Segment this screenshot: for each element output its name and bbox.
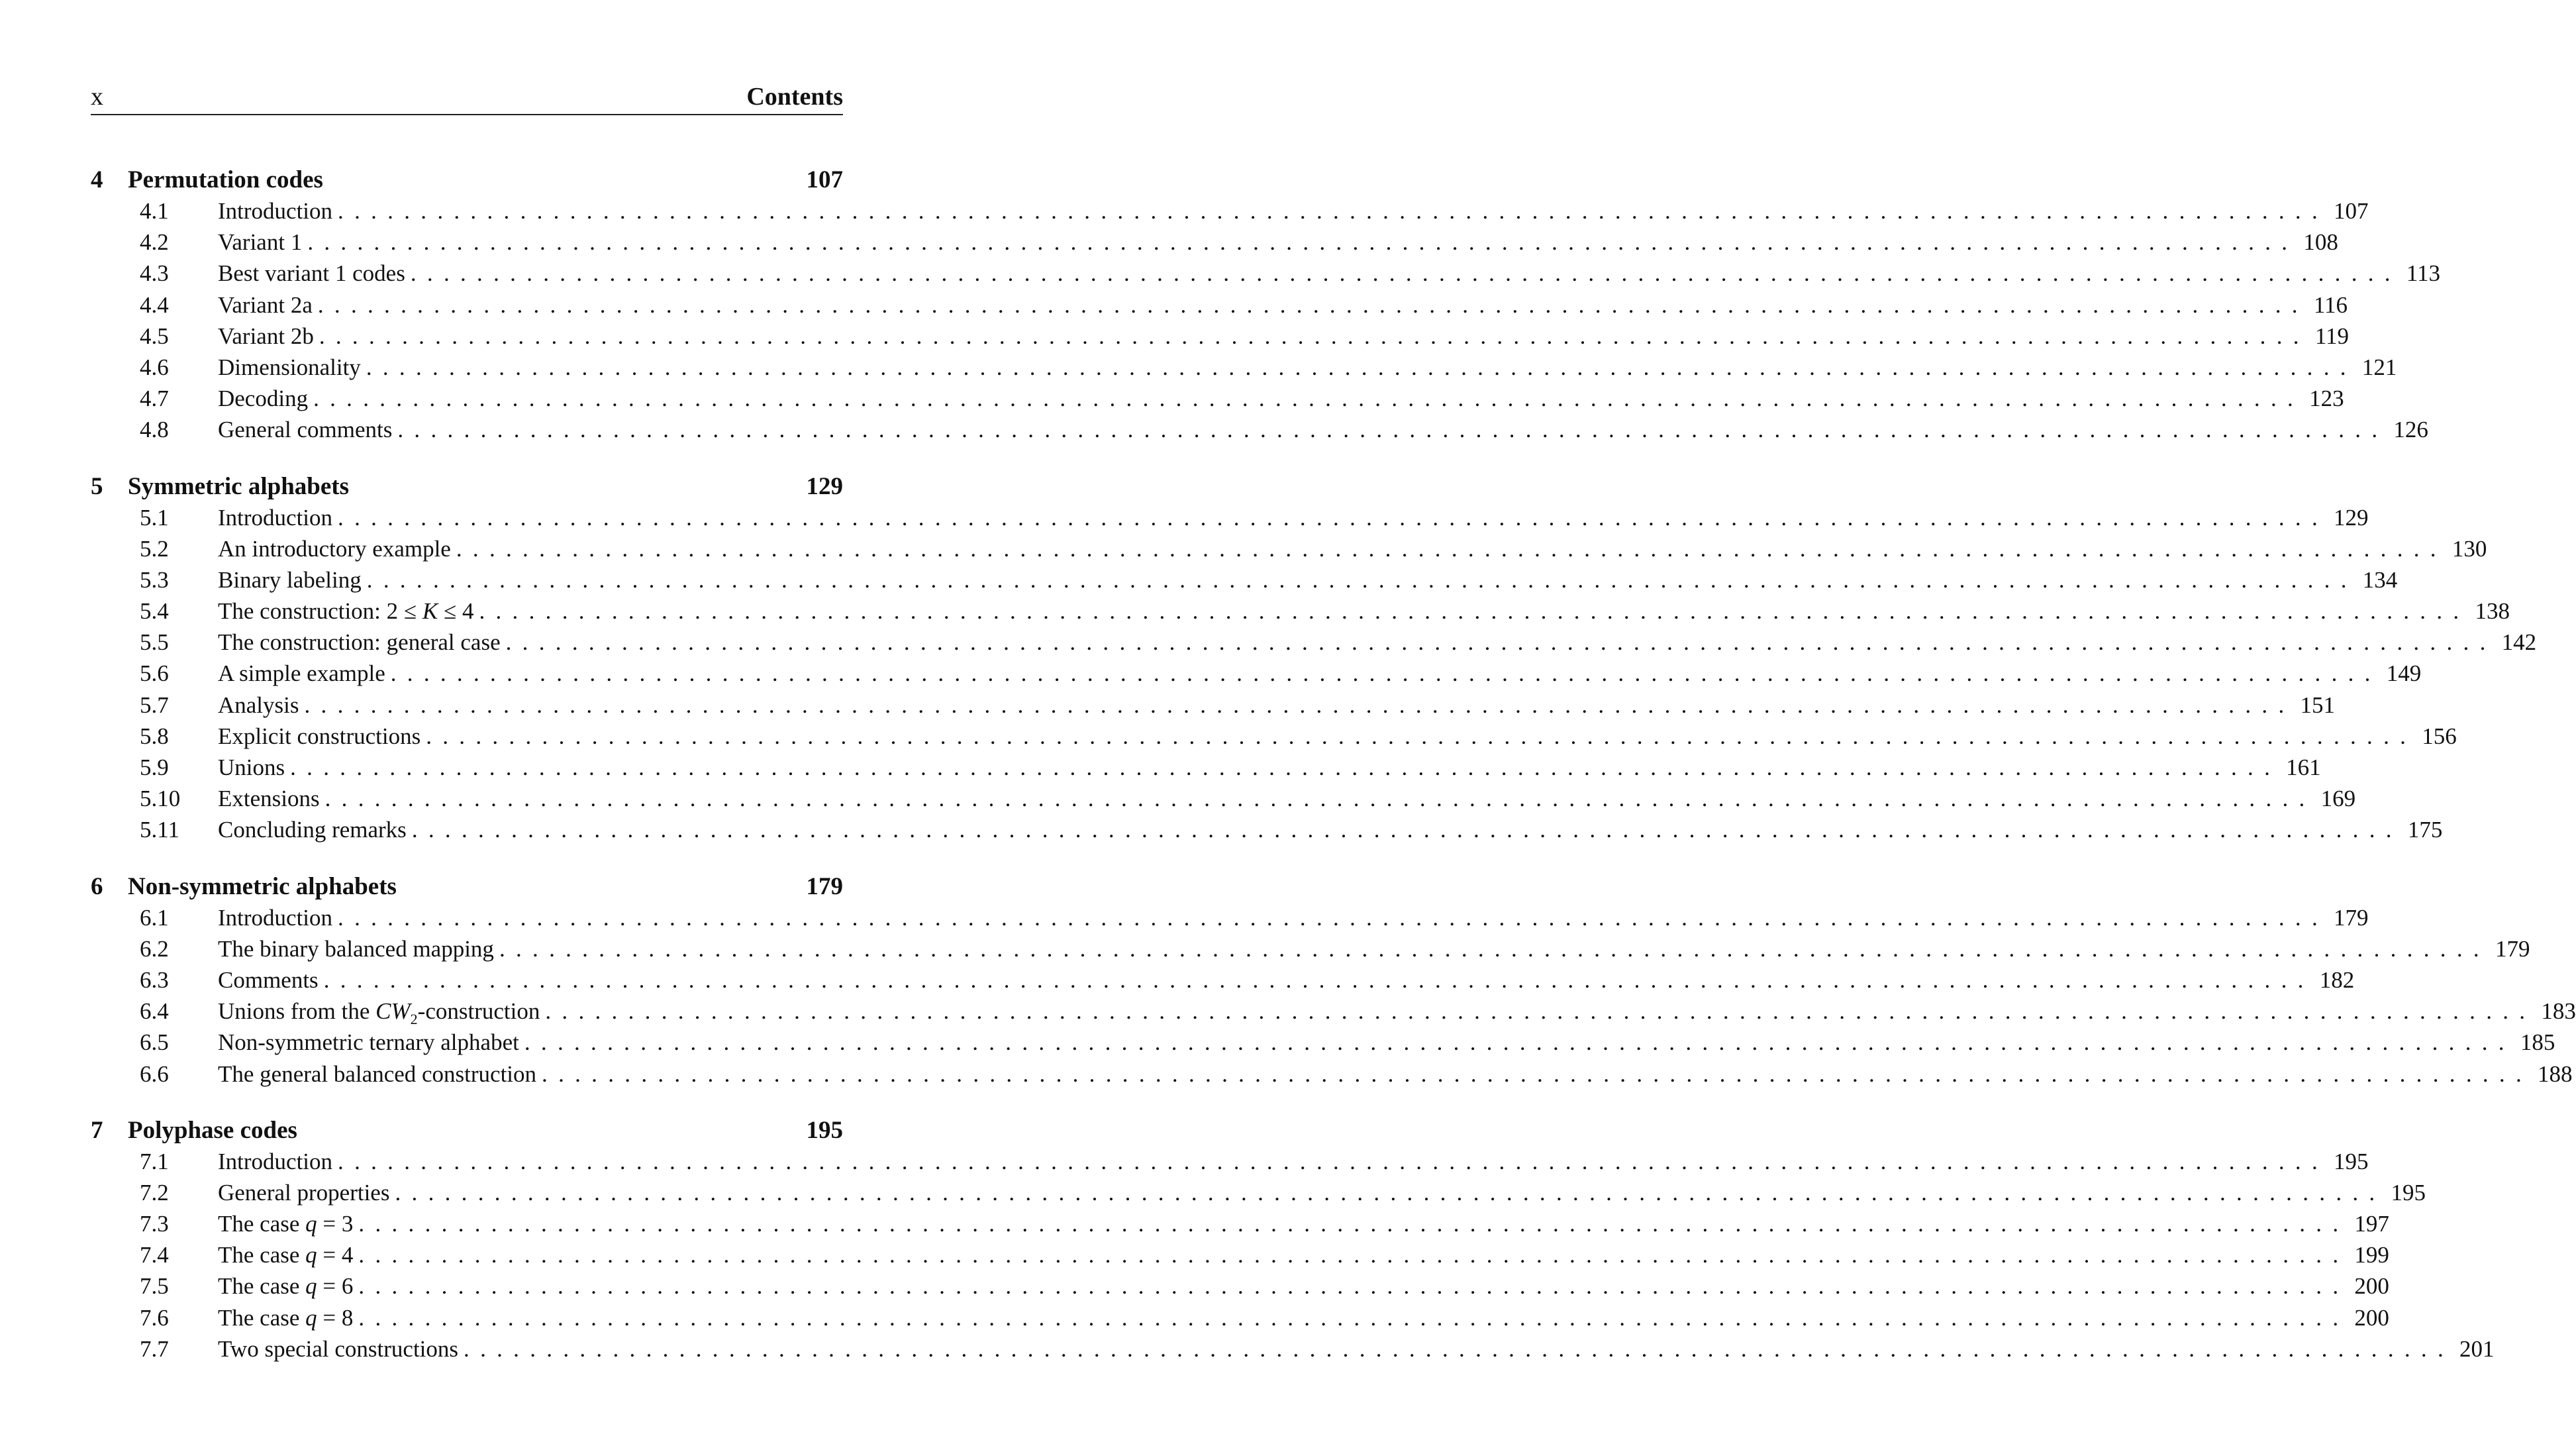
section-page: 149 — [2386, 660, 2422, 687]
dot-leader: ........................................................................................................................ — [313, 386, 2304, 412]
chapter-heading[interactable] — [91, 164, 843, 195]
section-number: 7.4 — [140, 1242, 169, 1268]
toc-entry[interactable] — [91, 783, 2356, 814]
dot-leader: ........................................................................................................................ — [319, 323, 2310, 349]
section-title: Unions from the $CW_2$-construction — [218, 998, 540, 1028]
dot-leader: ........................................................................................................................ — [338, 504, 2329, 531]
dot-leader: ........................................................................................................................ — [410, 260, 2401, 287]
section-number: 5.9 — [140, 754, 169, 780]
dot-leader: ........................................................................................................................ — [358, 1273, 2350, 1300]
chapter-heading[interactable] — [91, 871, 843, 902]
section-page: 123 — [2309, 386, 2344, 412]
section-title: Variant 2b — [218, 323, 314, 349]
section-title: Concluding remarks — [218, 817, 407, 843]
section-number: 5.7 — [140, 692, 169, 718]
section-title: Variant 1 — [218, 229, 303, 256]
section-number: 4.2 — [140, 229, 169, 256]
section-title: Variant 2a — [218, 291, 313, 318]
toc-entry[interactable] — [91, 258, 2441, 289]
toc-entry[interactable] — [91, 195, 2369, 227]
chapter-7 — [91, 1115, 2495, 1365]
running-title: Contents — [746, 83, 843, 111]
section-number: 7.3 — [140, 1211, 169, 1237]
section-page: 121 — [2361, 354, 2397, 380]
toc-entry[interactable] — [91, 1239, 2389, 1270]
section-page: 107 — [2334, 198, 2369, 224]
toc-entry[interactable] — [91, 1270, 2389, 1302]
section-title: Analysis — [218, 692, 299, 718]
section-page: 116 — [2313, 291, 2348, 318]
section-title: The construction: 2 ≤ K ≤ 4 — [218, 598, 474, 625]
chapter-number: 5 — [91, 472, 103, 500]
toc-entry[interactable] — [91, 752, 2321, 783]
section-title: Unions — [218, 754, 285, 780]
toc-entry[interactable] — [91, 321, 2350, 352]
section-number: 6.6 — [140, 1060, 169, 1087]
section-page: 130 — [2452, 535, 2487, 562]
toc-entry[interactable] — [91, 1058, 2573, 1090]
dot-leader: ........................................................................................................................ — [317, 291, 2308, 318]
toc-entry[interactable] — [91, 814, 2443, 845]
toc-entry[interactable] — [91, 1027, 2555, 1058]
chapter-title: Permutation codes — [128, 166, 323, 193]
section-page: 197 — [2354, 1211, 2389, 1237]
chapter-number: 7 — [91, 1116, 103, 1144]
chapter-4 — [91, 164, 2441, 446]
toc-entry[interactable] — [91, 658, 2422, 689]
chapter-page: 107 — [806, 166, 843, 193]
dot-leader: ........................................................................................................................ — [358, 1242, 2350, 1268]
dot-leader: ........................................................................................................................ — [499, 935, 2490, 962]
section-title: Extensions — [218, 786, 320, 812]
section-title: General properties — [218, 1179, 390, 1206]
toc-entry[interactable] — [91, 595, 2510, 627]
section-title: Binary labeling — [218, 566, 362, 593]
dot-leader: ........................................................................................................................ — [390, 660, 2381, 687]
section-number: 4.7 — [140, 386, 169, 412]
section-number: 4.3 — [140, 260, 169, 287]
toc-entry[interactable] — [91, 502, 2369, 533]
section-title: Introduction — [218, 504, 333, 531]
toc-entry[interactable] — [91, 383, 2344, 414]
section-page: 179 — [2334, 904, 2369, 931]
dot-leader: ........................................................................................................................ — [505, 629, 2497, 656]
dot-leader: ........................................................................................................................ — [464, 1335, 2455, 1362]
dot-leader: ........................................................................................................................ — [545, 998, 2536, 1025]
dot-leader: ........................................................................................................................ — [426, 723, 2417, 749]
chapter-page: 129 — [806, 472, 843, 500]
section-page: 201 — [2459, 1335, 2495, 1362]
section-number: 4.1 — [140, 198, 169, 224]
section-number: 7.5 — [140, 1273, 169, 1300]
dot-leader: ........................................................................................................................ — [338, 1148, 2329, 1174]
section-page: 200 — [2354, 1304, 2389, 1331]
section-number: 7.6 — [140, 1304, 169, 1331]
section-page: 182 — [2319, 966, 2355, 993]
toc-entry[interactable] — [91, 533, 2487, 564]
dot-leader: ........................................................................................................................ — [338, 904, 2329, 931]
chapter-title: Symmetric alphabets — [128, 472, 349, 500]
dot-leader: ........................................................................................................................ — [542, 1060, 2533, 1087]
section-number: 5.6 — [140, 660, 169, 687]
dot-leader: ........................................................................................................................ — [524, 1029, 2515, 1056]
section-title: Two special constructions — [218, 1335, 459, 1362]
section-page: 142 — [2501, 629, 2537, 656]
section-number: 6.3 — [140, 966, 169, 993]
toc-entry[interactable] — [91, 627, 2537, 658]
chapter-heading[interactable] — [91, 1115, 843, 1146]
section-number: 4.8 — [140, 417, 169, 443]
chapter-5 — [91, 471, 2537, 846]
section-number: 5.8 — [140, 723, 169, 749]
section-title: The general balanced construction — [218, 1060, 537, 1087]
section-page: 183 — [2541, 998, 2576, 1025]
page-numeral: x — [91, 83, 103, 111]
chapter-number: 4 — [91, 166, 103, 193]
toc-entry[interactable] — [91, 1177, 2426, 1208]
dot-leader: ........................................................................................................................ — [366, 566, 2357, 593]
section-number: 7.1 — [140, 1148, 169, 1174]
section-number: 6.5 — [140, 1029, 169, 1056]
section-number: 5.11 — [140, 817, 179, 843]
chapter-title: Polyphase codes — [128, 1116, 297, 1144]
toc-entry[interactable] — [91, 227, 2338, 258]
toc-entry[interactable] — [91, 1333, 2495, 1365]
section-title: General comments — [218, 417, 393, 443]
dot-leader: ........................................................................................................................ — [395, 1179, 2386, 1206]
dot-leader: ........................................................................................................................ — [338, 198, 2329, 224]
dot-leader: ........................................................................................................................ — [324, 786, 2316, 812]
section-page: 199 — [2354, 1242, 2389, 1268]
dot-leader: ........................................................................................................................ — [411, 817, 2403, 843]
chapter-page: 179 — [806, 872, 843, 900]
section-page: 134 — [2362, 566, 2398, 593]
toc-entry[interactable] — [91, 902, 2369, 933]
section-page: 138 — [2475, 598, 2510, 625]
section-page: 126 — [2393, 417, 2428, 443]
chapter-title: Non-symmetric alphabets — [128, 872, 397, 900]
section-number: 4.4 — [140, 291, 169, 318]
section-number: 6.2 — [140, 935, 169, 962]
section-title: The case q = 3 — [218, 1211, 354, 1237]
section-title: Introduction — [218, 1148, 333, 1174]
section-title: The case q = 4 — [218, 1242, 354, 1268]
section-page: 119 — [2314, 323, 2350, 349]
section-page: 169 — [2320, 786, 2356, 812]
toc-entry[interactable] — [91, 933, 2530, 964]
dot-leader: ........................................................................................................................ — [397, 417, 2389, 443]
dot-leader: ........................................................................................................................ — [358, 1211, 2350, 1237]
chapter-heading[interactable] — [91, 471, 843, 502]
toc-entry[interactable] — [91, 564, 2398, 595]
dot-leader: ........................................................................................................................ — [456, 535, 2447, 562]
dot-leader: ........................................................................................................................ — [290, 754, 2281, 780]
section-title: The case q = 6 — [218, 1273, 354, 1300]
section-title: The construction: general case — [218, 629, 501, 656]
section-title: Best variant 1 codes — [218, 260, 405, 287]
toc-entry[interactable] — [91, 996, 2576, 1028]
section-title: Explicit constructions — [218, 723, 421, 749]
section-page: 156 — [2422, 723, 2457, 749]
chapter-number: 6 — [91, 872, 103, 900]
section-title: A simple example — [218, 660, 385, 687]
running-head — [91, 81, 843, 115]
toc-entry[interactable] — [91, 414, 2428, 445]
section-number: 5.4 — [140, 598, 169, 625]
section-page: 161 — [2286, 754, 2321, 780]
section-number: 7.2 — [140, 1179, 169, 1206]
dot-leader: ........................................................................................................................ — [366, 354, 2357, 380]
dot-leader: ........................................................................................................................ — [304, 692, 2295, 718]
toc-entry[interactable] — [91, 1208, 2389, 1239]
section-number: 5.10 — [140, 786, 181, 812]
toc-entry[interactable] — [91, 1302, 2389, 1333]
table-of-contents — [91, 164, 2576, 1390]
section-number: 6.4 — [140, 998, 169, 1025]
section-title: Decoding — [218, 386, 309, 412]
dot-leader: ........................................................................................................................ — [323, 966, 2314, 993]
section-number: 5.3 — [140, 566, 169, 593]
toc-entry[interactable] — [91, 690, 2335, 721]
section-title: The binary balanced mapping — [218, 935, 494, 962]
section-page: 200 — [2354, 1273, 2389, 1300]
section-title: An introductory example — [218, 535, 451, 562]
section-number: 5.1 — [140, 504, 169, 531]
section-title: The case q = 8 — [218, 1304, 354, 1331]
toc-entry[interactable] — [91, 964, 2355, 996]
section-number: 5.5 — [140, 629, 169, 656]
section-title: Dimensionality — [218, 354, 361, 380]
section-page: 129 — [2334, 504, 2369, 531]
section-title: Introduction — [218, 904, 333, 931]
section-title: Comments — [218, 966, 319, 993]
section-page: 195 — [2334, 1148, 2369, 1174]
section-page: 113 — [2406, 260, 2441, 287]
section-page: 195 — [2391, 1179, 2426, 1206]
dot-leader: ........................................................................................................................ — [479, 598, 2470, 625]
toc-entry[interactable] — [91, 1146, 2369, 1177]
toc-entry[interactable] — [91, 721, 2457, 752]
chapter-6 — [91, 871, 2576, 1090]
section-number: 4.6 — [140, 354, 169, 380]
section-number: 7.7 — [140, 1335, 169, 1362]
section-number: 5.2 — [140, 535, 169, 562]
section-number: 6.1 — [140, 904, 169, 931]
section-page: 175 — [2407, 817, 2443, 843]
dot-leader: ........................................................................................................................ — [358, 1304, 2350, 1331]
section-page: 179 — [2495, 935, 2530, 962]
toc-entry[interactable] — [91, 352, 2397, 383]
section-title: Introduction — [218, 198, 333, 224]
section-page: 108 — [2303, 229, 2338, 256]
section-title: Non-symmetric ternary alphabet — [218, 1029, 519, 1056]
section-page: 188 — [2538, 1060, 2573, 1087]
toc-entry[interactable] — [91, 289, 2348, 321]
section-page: 185 — [2520, 1029, 2555, 1056]
chapter-page: 195 — [806, 1116, 843, 1144]
section-page: 151 — [2300, 692, 2335, 718]
dot-leader: ........................................................................................................................ — [307, 229, 2299, 256]
section-number: 4.5 — [140, 323, 169, 349]
